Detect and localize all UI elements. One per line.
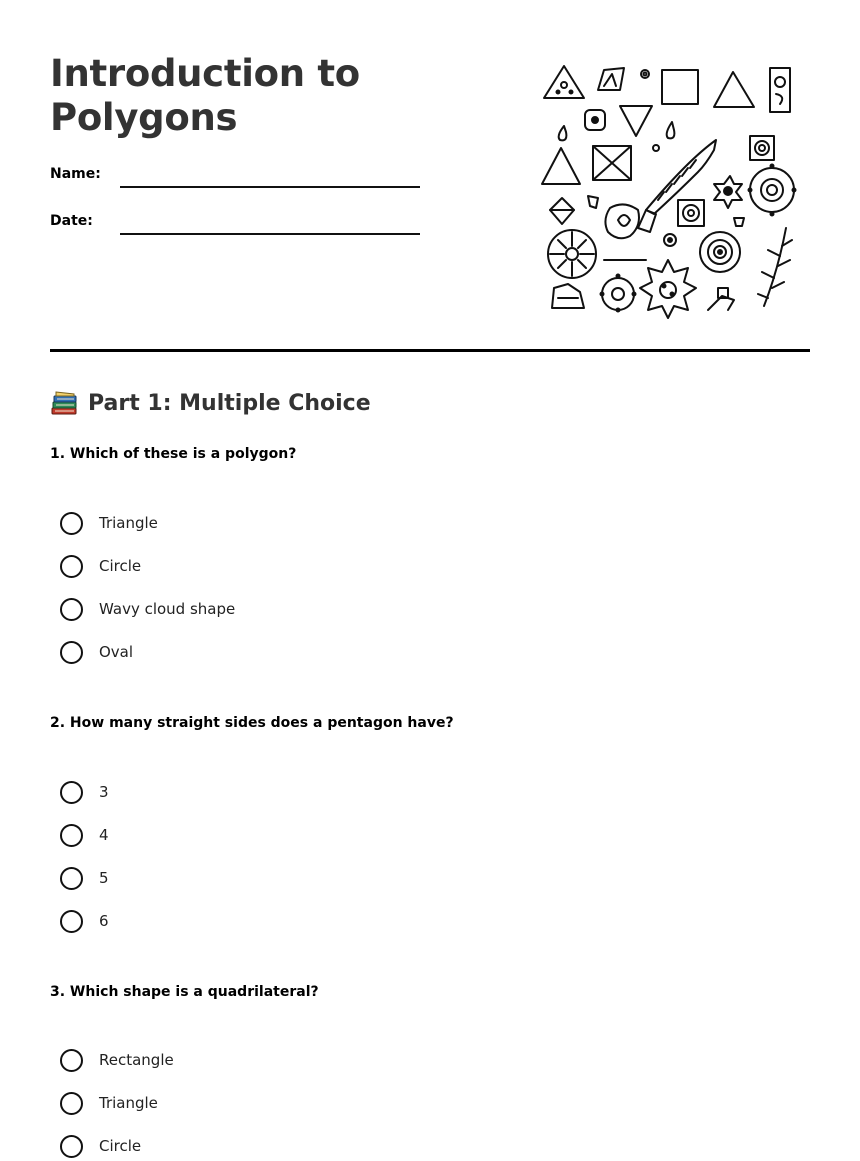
date-field[interactable] [120,233,420,235]
option-label: Circle [99,557,142,575]
option-label: Oval [99,643,134,661]
q1-option-wavy-cloud[interactable] [60,596,235,622]
radio-button[interactable] [60,781,83,804]
radio-button[interactable] [60,910,83,933]
option-label: Triangle [99,1094,158,1112]
section-title [50,390,371,416]
radio-button[interactable] [60,598,83,621]
option-label: 6 [99,912,109,930]
q2-option-3[interactable] [60,779,109,805]
q2-option-5[interactable] [60,865,109,891]
option-label: Rectangle [99,1051,174,1069]
radio-button[interactable] [60,555,83,578]
q2-option-6[interactable] [60,908,109,934]
date-label: Date: [50,213,93,229]
name-field[interactable] [120,186,420,188]
question-1: 1. Which of these is a polygon? [50,446,297,462]
option-label: Wavy cloud shape [99,600,236,618]
q2-option-4[interactable] [60,822,109,848]
shapes-illustration [538,60,800,322]
q3-option-circle[interactable] [60,1133,141,1159]
section-title-text: Part 1: Multiple Choice [88,390,371,416]
name-label: Name: [50,166,101,182]
radio-button[interactable] [60,867,83,890]
question-2: 2. How many straight sides does a pentagon have? [50,715,454,731]
option-label: Triangle [99,514,158,532]
radio-button[interactable] [60,512,83,535]
option-label: Circle [99,1137,142,1155]
radio-button[interactable] [60,1135,83,1158]
header-divider [50,349,810,352]
q1-option-triangle[interactable] [60,510,158,536]
option-label: 5 [99,869,109,887]
radio-button[interactable] [60,1049,83,1072]
question-3: 3. Which shape is a quadrilateral? [50,984,319,1000]
radio-button[interactable] [60,1092,83,1115]
q3-option-triangle[interactable] [60,1090,158,1116]
q1-option-oval[interactable] [60,639,133,665]
q1-option-circle[interactable] [60,553,141,579]
radio-button[interactable] [60,641,83,664]
radio-button[interactable] [60,824,83,847]
option-label: 3 [99,783,109,801]
books-icon [50,390,78,416]
q3-option-rectangle[interactable] [60,1047,174,1073]
option-label: 4 [99,826,109,844]
page-title: Introduction to Polygons [50,52,360,139]
